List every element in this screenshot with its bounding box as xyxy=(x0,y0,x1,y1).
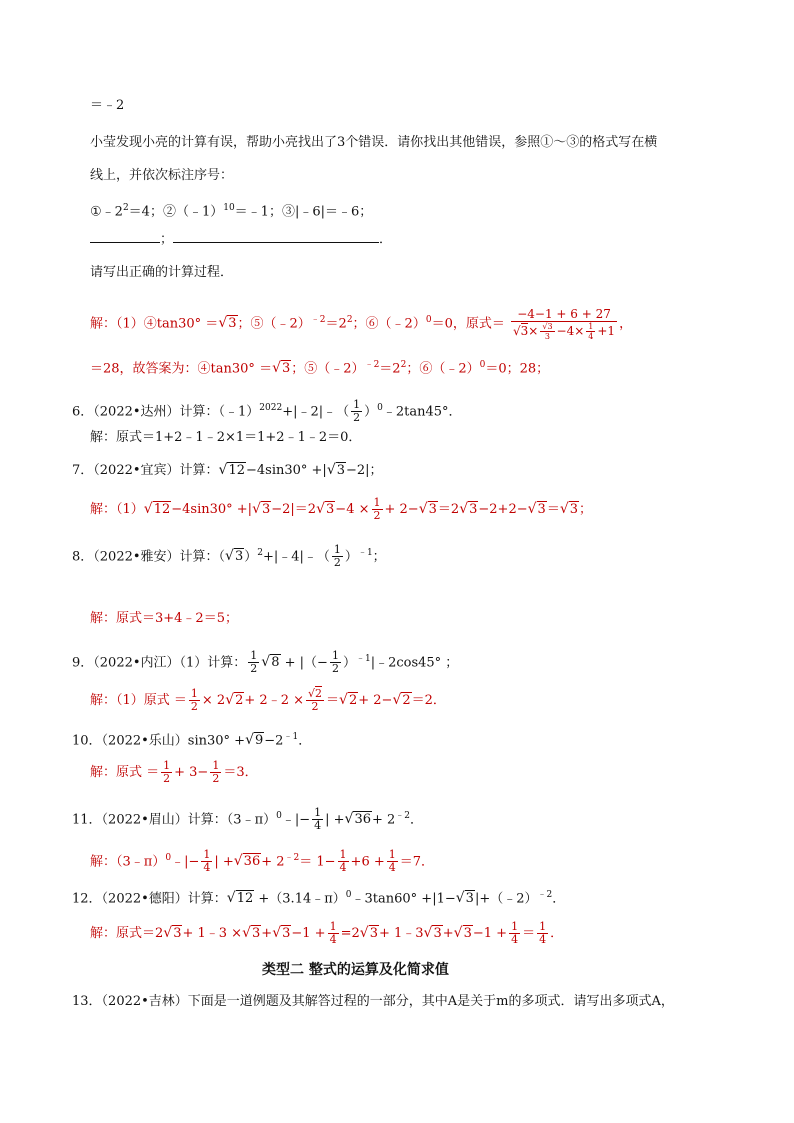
sqrt: √3 xyxy=(272,925,291,941)
text: −4sin30° +| xyxy=(171,502,253,517)
fraction: $\frac{√2}{2}$ xyxy=(308,687,323,713)
text: + 2− xyxy=(384,502,419,517)
fraction: $\frac{1}{2}$ xyxy=(373,496,381,522)
answer-6 xyxy=(90,428,361,448)
text: 解：原式＝3+4﹣2＝5； xyxy=(90,611,238,626)
superscript: ﹣2 xyxy=(310,315,326,325)
numerator: −4−1 + 6 + 27 xyxy=(511,307,617,322)
text: + |（− xyxy=(280,655,328,671)
text: ＝3． xyxy=(223,765,258,780)
text: ． xyxy=(550,926,564,941)
text: ， xyxy=(619,316,633,332)
text: −2|； xyxy=(346,463,383,478)
text: 解：原式 ＝ xyxy=(90,765,160,780)
text: +（3.14﹣π） xyxy=(254,891,346,907)
text: + 2− xyxy=(358,693,393,708)
sqrt: √36 xyxy=(233,853,261,870)
text: 解：（1） xyxy=(90,316,144,332)
text: + 1﹣3 xyxy=(378,926,424,941)
text: ﹣3tan60° +|1− xyxy=(351,891,456,907)
fraction xyxy=(511,307,617,341)
answer-7 xyxy=(90,494,592,524)
sqrt: √2 xyxy=(392,692,411,708)
text: ④tan30° ＝ xyxy=(143,316,219,332)
text: ． xyxy=(379,232,393,247)
fraction: $\frac{1}{2}$ xyxy=(190,687,198,713)
text: 13．（2022•吉林）下面是一道例题及其解答过程的一部分，其中A是关于m的多项式．请写出多项式A， xyxy=(72,994,674,1009)
text: −2|＝2 xyxy=(271,502,317,517)
sqrt: √3 xyxy=(252,501,271,517)
answer-8 xyxy=(90,609,238,629)
text: −2 xyxy=(264,733,284,749)
superscript: 2 xyxy=(400,360,407,370)
text: ①﹣2 xyxy=(90,204,123,220)
fraction: $\frac{1}{4}$ xyxy=(329,920,337,946)
text: ＝7． xyxy=(399,854,435,870)
sqrt: √3 xyxy=(453,925,472,941)
question-8 xyxy=(72,539,386,570)
text: ） xyxy=(344,549,358,565)
superscript: 0 xyxy=(377,403,383,413)
fraction: $\frac{1}{2}$ xyxy=(331,649,339,676)
fraction: $\frac{1}{2}$ xyxy=(333,543,341,570)
fraction: $\frac{1}{4}$ xyxy=(539,920,547,946)
sqrt: √3 xyxy=(359,925,378,941)
superscript: 0 xyxy=(479,360,486,370)
question-6 xyxy=(72,394,462,425)
superscript: ﹣2 xyxy=(284,853,300,863)
text: +|﹣4|﹣（ xyxy=(262,549,330,565)
text: + 3− xyxy=(174,765,209,780)
superscript: 2 xyxy=(122,203,129,213)
fraction: $\frac{1}{2}$ xyxy=(250,649,258,676)
text: ＝2 xyxy=(325,316,347,332)
sqrt: √3 xyxy=(418,501,437,517)
text: −1 + xyxy=(472,926,508,941)
superscript: ﹣1 xyxy=(283,732,299,742)
text: 12．（2022•德阳）计算： xyxy=(72,891,227,907)
text: + 2 xyxy=(372,812,396,828)
text: 解：（1） xyxy=(90,502,144,517)
sqrt: √8 xyxy=(261,654,280,671)
text: ﹣|− xyxy=(281,812,311,828)
text: + xyxy=(442,926,454,941)
section-heading xyxy=(262,960,449,980)
text: 小莹发现小亮的计算有误，帮助小亮找出了3个错误．请你找出其他错误，参照①～③的格式写在横 xyxy=(90,135,658,150)
sqrt: √9 xyxy=(245,732,264,749)
sqrt: √12 xyxy=(143,501,171,517)
text: 7．（2022•宜宾）计算： xyxy=(72,463,219,478)
fraction: $\frac{1}{4}$ xyxy=(203,848,211,875)
text: ＝﹣1；③|﹣6|＝﹣6； xyxy=(234,204,373,220)
text: 9．（2022•内江）（1）计算： xyxy=(72,655,247,671)
question-7 xyxy=(72,460,383,481)
text: 11．（2022•眉山）计算：（3﹣π） xyxy=(72,812,277,828)
text: ＝0；28； xyxy=(485,361,550,377)
superscript: 2 xyxy=(346,315,353,325)
fill-in-blanks xyxy=(90,230,392,250)
text: ＝2 xyxy=(379,361,401,377)
text: ． xyxy=(552,891,566,907)
fraction: $\frac{1}{2}$ xyxy=(353,398,361,425)
text: 解：（1）原式 ＝ xyxy=(90,693,187,708)
superscript: ﹣1 xyxy=(357,548,373,558)
sqrt: √3 xyxy=(459,501,478,517)
superscript: 2 xyxy=(257,548,263,558)
fraction: $\frac{1}{2}$ xyxy=(212,759,220,785)
sqrt: √3 xyxy=(242,925,261,941)
sqrt: √3 xyxy=(225,548,244,565)
answer-blank[interactable] xyxy=(90,230,160,243)
sqrt: √3 xyxy=(559,501,579,517)
fraction: $\frac{1}{4}$ xyxy=(511,920,519,946)
solution-line xyxy=(90,355,549,379)
text: −2+2− xyxy=(478,502,528,517)
superscript: 0 xyxy=(276,811,282,821)
text: −1 + xyxy=(291,926,326,941)
superscript: 0 xyxy=(165,853,172,863)
text: ； xyxy=(372,549,386,565)
text: 线上，并依次标注序号： xyxy=(90,168,234,183)
text: ． xyxy=(410,812,424,828)
answer-11 xyxy=(90,843,434,873)
superscript: ﹣2 xyxy=(395,811,411,821)
text: ；⑥（﹣2） xyxy=(406,361,480,377)
text: ＝ 1− xyxy=(299,854,336,870)
sqrt: √2 xyxy=(225,692,244,708)
text: −4sin30° +| xyxy=(246,463,327,478)
text: ＝0，原式＝ xyxy=(431,316,505,332)
superscript: 0 xyxy=(425,315,432,325)
text: + xyxy=(261,926,273,941)
superscript: ﹣1 xyxy=(355,654,371,664)
text: =2 xyxy=(340,926,360,941)
text: 解：（3﹣π） xyxy=(90,854,166,870)
text: ） xyxy=(342,655,356,671)
fraction: $\frac{1}{2}$ xyxy=(163,759,171,785)
answer-12 xyxy=(90,918,563,948)
text-line xyxy=(90,166,233,186)
text: +6 + xyxy=(350,854,385,870)
text: 解：原式＝2 xyxy=(90,926,164,941)
text: ＝﹣2 xyxy=(90,98,125,113)
sqrt: √12 xyxy=(226,890,254,907)
text: ＝2 xyxy=(437,502,460,517)
question-13 xyxy=(72,992,674,1012)
sqrt: √3 xyxy=(218,315,237,332)
text: 请写出正确的计算过程． xyxy=(90,265,234,280)
text-line xyxy=(90,263,233,283)
text-line xyxy=(90,133,657,153)
sqrt: √3 xyxy=(272,360,291,377)
question-9 xyxy=(72,645,459,676)
text-line xyxy=(90,96,124,116)
text: 解：原式＝1+2﹣1﹣2×1＝1+2﹣1﹣2＝0． xyxy=(90,430,362,445)
text: +|﹣2|﹣（ xyxy=(282,404,350,420)
text: ； xyxy=(579,502,593,517)
solution-line xyxy=(90,300,632,340)
denominator: √3× $\frac{√3}{3}$ −4× $\frac{1}{4}$ +1 xyxy=(512,321,616,341)
sqrt: √3 xyxy=(455,890,474,907)
text: | + xyxy=(325,812,345,828)
text: ＝4；②（﹣1） xyxy=(128,204,224,220)
text: ； xyxy=(160,232,174,247)
superscript: ﹣2 xyxy=(364,360,380,370)
text: ） xyxy=(244,549,258,565)
text: 8．（2022•雅安）计算：（ xyxy=(72,549,226,565)
sqrt: √2 xyxy=(339,692,358,708)
superscript: 10 xyxy=(223,203,235,213)
text: ． xyxy=(298,733,312,749)
text: ＝28，故答案为：④tan30° ＝ xyxy=(90,361,273,377)
text: ；⑥（﹣2） xyxy=(352,316,426,332)
text: ﹣2tan45°． xyxy=(382,404,462,420)
text: ＝ xyxy=(326,693,340,708)
text: ） xyxy=(364,404,378,420)
text: + 1﹣3 × xyxy=(182,926,243,941)
text: × 2 xyxy=(201,693,226,708)
sqrt: √36 xyxy=(344,811,371,828)
text: + 2 xyxy=(261,854,285,870)
text: 6．（2022•达州）计算：（﹣1） xyxy=(72,404,260,420)
sqrt: √3 xyxy=(527,501,546,517)
text-line xyxy=(90,198,372,222)
sqrt: √3 xyxy=(423,925,442,941)
text: 10．（2022•乐山）sin30° + xyxy=(72,733,246,749)
answer-blank[interactable] xyxy=(173,230,379,243)
sqrt: √3 xyxy=(316,501,335,517)
text: ﹣|− xyxy=(171,854,200,870)
fraction: $\frac{1}{4}$ xyxy=(388,848,396,875)
text: ＝2． xyxy=(411,693,446,708)
text: |+（﹣2） xyxy=(474,891,538,907)
superscript: ﹣2 xyxy=(537,890,553,900)
text: ；⑤（﹣2） xyxy=(291,361,365,377)
fraction: $\frac{1}{4}$ xyxy=(314,806,322,833)
sqrt: √12 xyxy=(218,462,245,478)
text: ；⑤（﹣2） xyxy=(237,316,311,332)
sqrt: √3 xyxy=(326,462,346,478)
answer-9 xyxy=(90,685,446,715)
question-11 xyxy=(72,802,424,833)
question-10 xyxy=(72,727,311,751)
fraction: $\frac{1}{4}$ xyxy=(339,848,347,875)
answer-10 xyxy=(90,758,258,788)
sqrt: √3 xyxy=(163,925,182,941)
question-12 xyxy=(72,885,565,909)
text: ＝ xyxy=(546,502,560,517)
heading-text: 类型二 整式的运算及化简求值 xyxy=(262,962,449,978)
text: −4 × xyxy=(335,502,370,517)
superscript: 0 xyxy=(345,890,352,900)
text: + 2﹣2 × xyxy=(244,693,304,708)
superscript: 2022 xyxy=(259,403,283,413)
text: | + xyxy=(214,854,234,870)
text: ＝ xyxy=(522,926,536,941)
text: |﹣2cos45° ； xyxy=(370,655,459,671)
